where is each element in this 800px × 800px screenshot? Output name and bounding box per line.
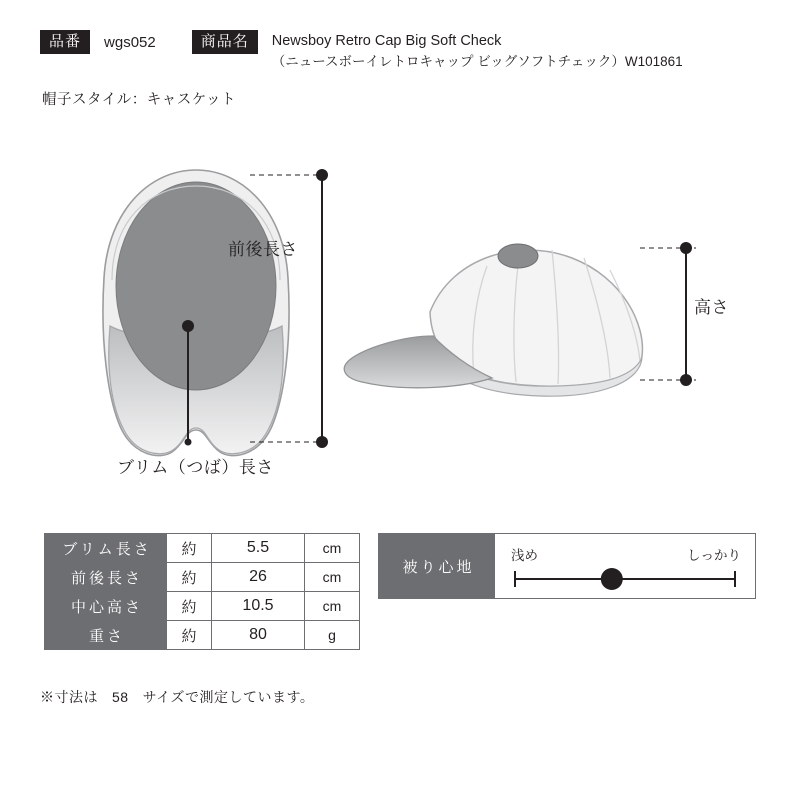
spec-unit: g [305, 621, 360, 650]
spec-unit: cm [305, 534, 360, 563]
spec-value: 10.5 [212, 592, 305, 621]
spec-value: 26 [212, 563, 305, 592]
product-code-label: 品番 [40, 30, 90, 54]
spec-about: 約 [167, 534, 212, 563]
note-size: 58 [112, 689, 129, 705]
product-name-ja: （ニュースボーイレトロキャップ ビッグソフトチェック）W101861 [271, 54, 683, 70]
spec-key: 中心高さ [45, 592, 167, 621]
spec-unit: cm [305, 592, 360, 621]
label-height: 高さ [694, 298, 729, 317]
hat-style-line: 帽子スタイル：キャスケット [42, 92, 236, 108]
table-row [45, 592, 360, 621]
spec-key: 重さ [45, 621, 167, 650]
spec-about: 約 [167, 563, 212, 592]
note-prefix: ※寸法は [40, 689, 98, 705]
spec-table [44, 533, 360, 650]
fit-gauge-label: 被り心地 [379, 534, 495, 598]
spec-key: 前後長さ [45, 563, 167, 592]
product-name-en: Newsboy Retro Cap Big Soft Check [271, 33, 502, 49]
height-dimension [640, 242, 696, 386]
spec-value: 5.5 [212, 534, 305, 563]
measurement-note [40, 687, 314, 707]
note-suffix: サイズで測定しています。 [142, 689, 315, 705]
fit-gauge-slider [507, 567, 747, 597]
table-row [45, 534, 360, 563]
spec-about: 約 [167, 592, 212, 621]
hat-side-view [344, 244, 642, 396]
product-name-block [192, 30, 683, 72]
hat-diagram-svg [0, 130, 800, 500]
table-row [45, 621, 360, 650]
product-code-value: wgs052 [104, 34, 156, 51]
spec-about: 約 [167, 621, 212, 650]
label-brim: ブリム（つば）長さ [117, 458, 274, 477]
hat-top-view [103, 170, 289, 456]
spec-value: 80 [212, 621, 305, 650]
product-name-value [258, 30, 683, 72]
fit-gauge [378, 533, 756, 599]
label-front-back: 前後長さ [228, 240, 298, 259]
fit-gauge-marker [601, 568, 623, 590]
fit-scale-left: 浅め [511, 548, 538, 563]
product-name-label: 商品名 [192, 30, 258, 54]
header [40, 30, 760, 72]
spec-unit: cm [305, 563, 360, 592]
diagram-area [0, 130, 800, 500]
table-row [45, 563, 360, 592]
spec-key: ブリム長さ [45, 534, 167, 563]
fit-scale-right: しっかり [687, 548, 741, 563]
